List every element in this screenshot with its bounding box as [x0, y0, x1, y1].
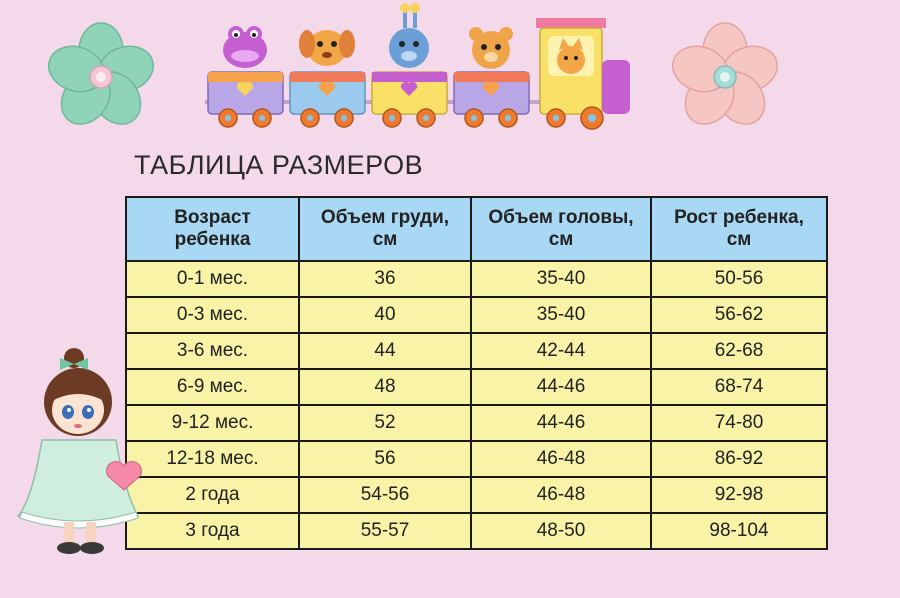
header-head: [471, 197, 651, 261]
cell-chest: 36: [299, 261, 471, 297]
cell-height: 92-98: [651, 477, 827, 513]
cell-age: 9-12 мес.: [126, 405, 299, 441]
cell-head: 44-46: [471, 405, 651, 441]
header-label: ребенка: [174, 229, 251, 250]
cell-head: 46-48: [471, 441, 651, 477]
cell-head: 48-50: [471, 513, 651, 549]
header-height: [651, 197, 827, 261]
cell-head: 35-40: [471, 297, 651, 333]
cell-age: 0-3 мес.: [126, 297, 299, 333]
cell-age: 6-9 мес.: [126, 369, 299, 405]
table-row: [126, 297, 827, 333]
table-row: [126, 405, 827, 441]
header-label: см: [372, 229, 398, 250]
table-row: [126, 477, 827, 513]
cell-height: 74-80: [651, 405, 827, 441]
cell-chest: 56: [299, 441, 471, 477]
header-chest: [299, 197, 471, 261]
header-label: Рост ребенка,: [674, 207, 804, 228]
cell-age: 3-6 мес.: [126, 333, 299, 369]
table-row: [126, 369, 827, 405]
table-row: [126, 441, 827, 477]
page-title: ТАБЛИЦА РАЗМЕРОВ: [134, 150, 424, 180]
cell-chest: 48: [299, 369, 471, 405]
cell-age: 0-1 мес.: [126, 261, 299, 297]
cell-height: 98-104: [651, 513, 827, 549]
toy-train-icon: [200, 0, 640, 140]
cell-chest: 52: [299, 405, 471, 441]
cell-head: 42-44: [471, 333, 651, 369]
header-label: Объем головы,: [488, 207, 634, 228]
cell-height: 68-74: [651, 369, 827, 405]
cell-height: 56-62: [651, 297, 827, 333]
size-table: [125, 196, 828, 550]
pink-flower-icon: [670, 22, 780, 132]
header-label: Возраст: [174, 207, 251, 228]
cell-height: 86-92: [651, 441, 827, 477]
table-row: [126, 261, 827, 297]
header-label: см: [726, 229, 752, 250]
cell-head: 46-48: [471, 477, 651, 513]
cell-age: 3 года: [126, 513, 299, 549]
cell-head: 35-40: [471, 261, 651, 297]
cell-chest: 44: [299, 333, 471, 369]
cell-chest: 40: [299, 297, 471, 333]
green-flower-icon: [46, 22, 156, 132]
cell-age: 12-18 мес.: [126, 441, 299, 477]
cell-chest: 54-56: [299, 477, 471, 513]
cell-height: 62-68: [651, 333, 827, 369]
table-row: [126, 333, 827, 369]
size-table-header: [126, 197, 827, 261]
cell-chest: 55-57: [299, 513, 471, 549]
doll-girl-icon: [12, 340, 152, 562]
table-row: [126, 513, 827, 549]
cell-height: 50-56: [651, 261, 827, 297]
size-table-body: [126, 261, 827, 549]
cell-head: 44-46: [471, 369, 651, 405]
header-label: Объем груди,: [320, 207, 450, 228]
header-label: см: [548, 229, 574, 250]
cell-age: 2 года: [126, 477, 299, 513]
header-age: [126, 197, 299, 261]
